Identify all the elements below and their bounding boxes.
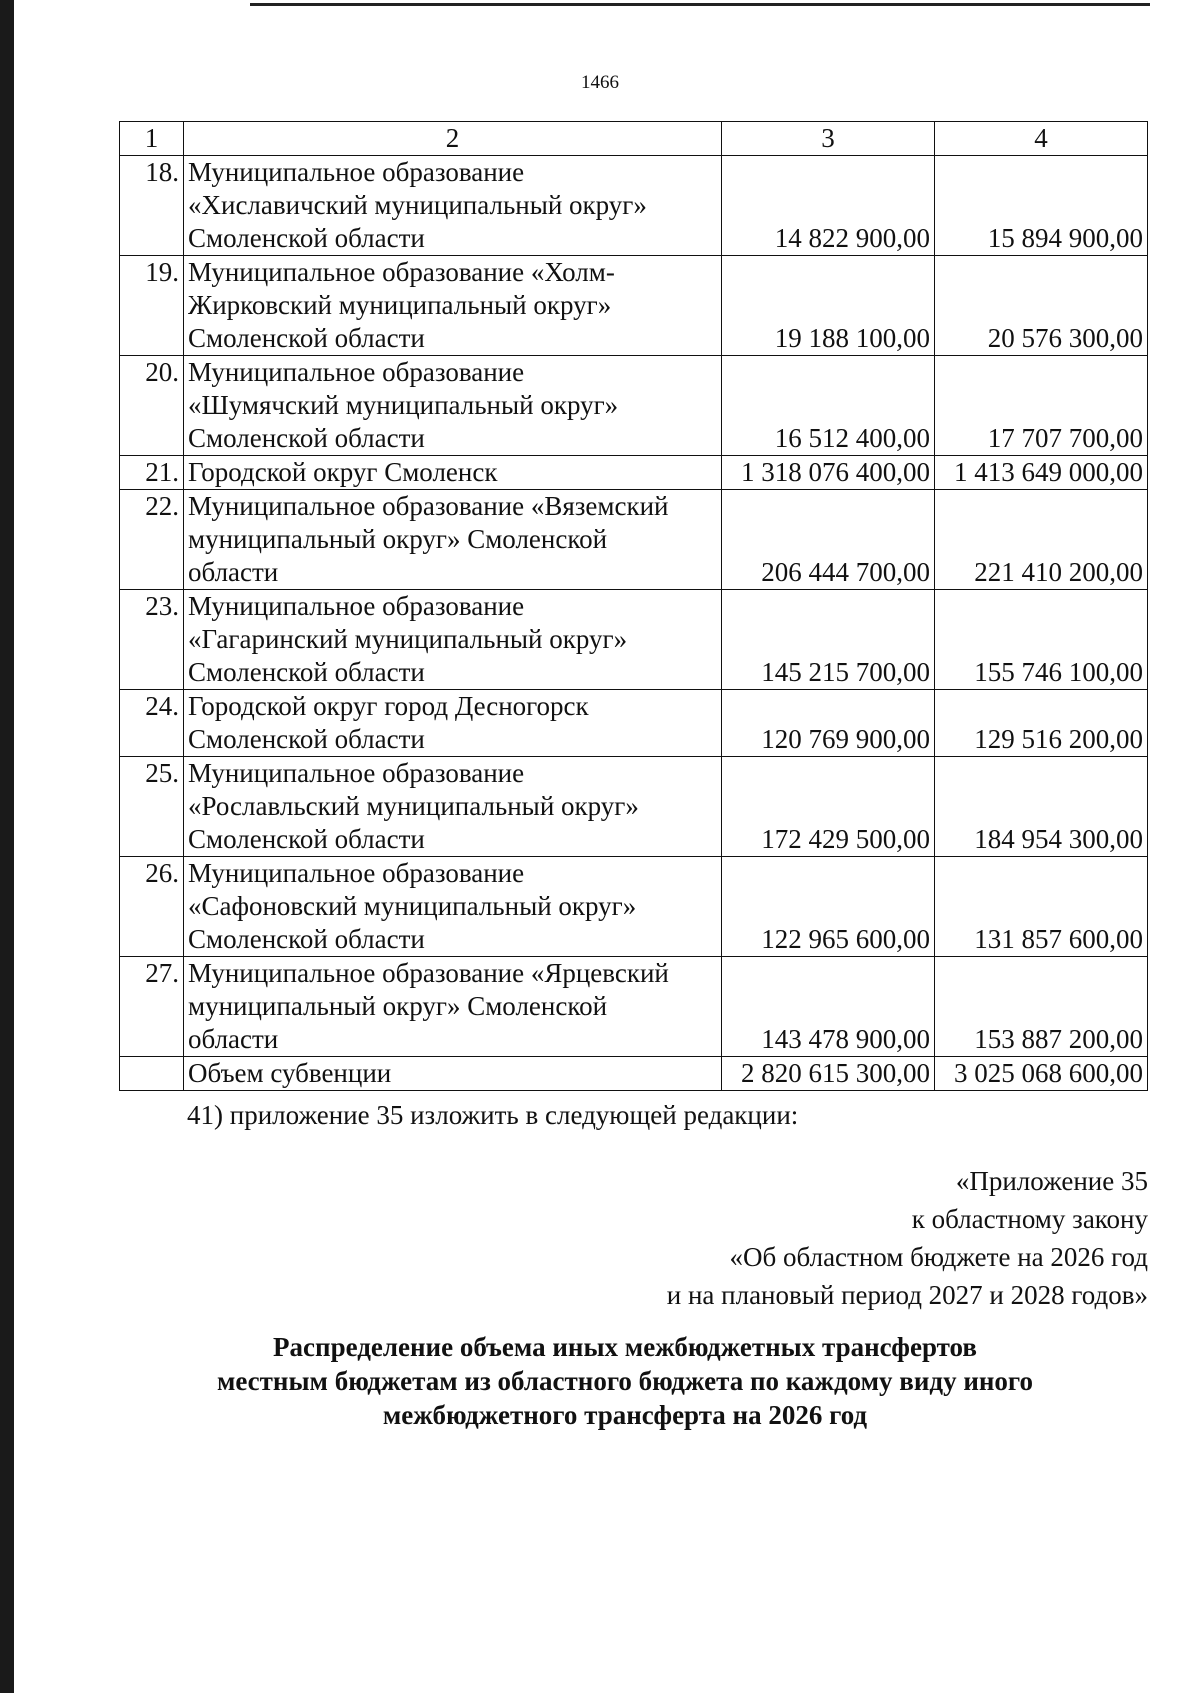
municipality-name-line: Смоленской области — [188, 223, 425, 253]
municipality-name-line: области — [188, 1024, 279, 1054]
amount-col-3: 120 769 900,00 — [722, 690, 935, 757]
municipality-name-line: Муниципальное образование — [188, 758, 525, 788]
municipality-name-line: Жирковский муниципальный округ» — [188, 290, 612, 320]
header-col-1: 1 — [120, 122, 184, 156]
amount-col-4: 129 516 200,00 — [935, 690, 1148, 757]
municipality-name — [184, 256, 722, 356]
municipality-name-line: Смоленской области — [188, 724, 425, 754]
municipality-name-line: Муниципальное образование «Холм- — [188, 257, 615, 287]
municipality-name-line: Смоленской области — [188, 657, 425, 687]
municipality-name-line: Муниципальное образование — [188, 858, 525, 888]
header-col-2: 2 — [184, 122, 722, 156]
amount-col-3: 206 444 700,00 — [722, 490, 935, 590]
municipality-name-line: «Сафоновский муниципальный округ» — [188, 891, 637, 921]
table-row — [120, 957, 1148, 1057]
section-title-line: Распределение объема иных межбюджетных трансфертов — [273, 1332, 977, 1362]
header-col-3: 3 — [722, 122, 935, 156]
table-row — [120, 156, 1148, 256]
table-row — [120, 757, 1148, 857]
table-row — [120, 590, 1148, 690]
amount-col-4: 221 410 200,00 — [935, 490, 1148, 590]
page-number: 1466 — [581, 72, 619, 93]
amount-col-3: 122 965 600,00 — [722, 857, 935, 957]
municipality-name-line: муниципальный округ» Смоленской — [188, 991, 608, 1021]
section-title — [100, 1330, 1150, 1432]
row-number: 19. — [120, 256, 184, 356]
amount-col-4: 153 887 200,00 — [935, 957, 1148, 1057]
total-col-4: 3 025 068 600,00 — [935, 1057, 1148, 1091]
municipality-name — [184, 690, 722, 757]
amount-col-4: 15 894 900,00 — [935, 156, 1148, 256]
appendix-block — [667, 1162, 1148, 1314]
municipality-name-line: Муниципальное образование «Ярцевский — [188, 958, 669, 988]
municipality-name — [184, 456, 722, 490]
municipality-name-line: «Рославльский муниципальный округ» — [188, 791, 639, 821]
municipality-name-line: «Гагаринский муниципальный округ» — [188, 624, 628, 654]
amount-col-3: 19 188 100,00 — [722, 256, 935, 356]
table-row — [120, 690, 1148, 757]
total-col-3: 2 820 615 300,00 — [722, 1057, 935, 1091]
municipality-name — [184, 757, 722, 857]
amount-col-4: 20 576 300,00 — [935, 256, 1148, 356]
row-number: 18. — [120, 156, 184, 256]
section-title-line: межбюджетного трансферта на 2026 год — [382, 1400, 868, 1430]
municipality-name-line: Муниципальное образование — [188, 591, 525, 621]
total-row — [120, 1057, 1148, 1091]
municipality-name-line: Муниципальное образование — [188, 157, 525, 187]
amount-col-4: 155 746 100,00 — [935, 590, 1148, 690]
municipality-name-line: Муниципальное образование — [188, 357, 525, 387]
scan-left-edge — [0, 0, 14, 1693]
instruction-text: 41) приложение 35 изложить в следующей редакции: — [187, 1100, 799, 1130]
row-number: 24. — [120, 690, 184, 757]
amount-col-3: 14 822 900,00 — [722, 156, 935, 256]
amount-col-4: 1 413 649 000,00 — [935, 456, 1148, 490]
row-number: 26. — [120, 857, 184, 957]
total-empty-cell — [120, 1057, 184, 1091]
municipality-name — [184, 857, 722, 957]
municipality-name-line: муниципальный округ» Смоленской — [188, 524, 608, 554]
municipality-name-line: Муниципальное образование «Вяземский — [188, 491, 669, 521]
budget-table-body — [120, 122, 1148, 1091]
municipality-name — [184, 490, 722, 590]
municipality-name-line: Смоленской области — [188, 423, 425, 453]
table-row — [120, 256, 1148, 356]
municipality-name — [184, 590, 722, 690]
amount-col-3: 145 215 700,00 — [722, 590, 935, 690]
amount-col-4: 184 954 300,00 — [935, 757, 1148, 857]
budget-table — [119, 121, 1148, 1091]
municipality-name — [184, 156, 722, 256]
municipality-name — [184, 356, 722, 456]
amount-col-3: 1 318 076 400,00 — [722, 456, 935, 490]
amount-col-4: 17 707 700,00 — [935, 356, 1148, 456]
table-row — [120, 857, 1148, 957]
total-label: Объем субвенции — [184, 1057, 722, 1091]
table-row — [120, 356, 1148, 456]
row-number: 27. — [120, 957, 184, 1057]
appendix-line: и на плановый период 2027 и 2028 годов» — [666, 1280, 1148, 1310]
section-title-line: местным бюджетам из областного бюджета по каждому виду иного — [216, 1366, 1034, 1396]
appendix-line: «Приложение 35 — [955, 1166, 1148, 1196]
municipality-name-line: «Шумячский муниципальный округ» — [188, 390, 619, 420]
municipality-name-line: «Хиславичский муниципальный округ» — [188, 190, 647, 220]
row-number: 25. — [120, 757, 184, 857]
table-row — [120, 456, 1148, 490]
row-number: 23. — [120, 590, 184, 690]
appendix-line: к областному закону — [911, 1204, 1148, 1234]
row-number: 20. — [120, 356, 184, 456]
municipality-name-line: Смоленской области — [188, 924, 425, 954]
amount-col-3: 143 478 900,00 — [722, 957, 935, 1057]
municipality-name-line: Городской округ город Десногорск — [188, 691, 589, 721]
municipality-name-line: области — [188, 557, 279, 587]
municipality-name-line: Смоленской области — [188, 824, 425, 854]
amount-col-3: 172 429 500,00 — [722, 757, 935, 857]
table-header-row — [120, 122, 1148, 156]
table-row — [120, 490, 1148, 590]
municipality-name-line: Городской округ Смоленск — [188, 457, 498, 487]
amount-col-3: 16 512 400,00 — [722, 356, 935, 456]
row-number: 22. — [120, 490, 184, 590]
row-number: 21. — [120, 456, 184, 490]
scan-top-line — [250, 3, 1150, 6]
header-col-4: 4 — [935, 122, 1148, 156]
appendix-line: «Об областном бюджете на 2026 год — [729, 1242, 1148, 1272]
amount-col-4: 131 857 600,00 — [935, 857, 1148, 957]
municipality-name-line: Смоленской области — [188, 323, 425, 353]
municipality-name — [184, 957, 722, 1057]
